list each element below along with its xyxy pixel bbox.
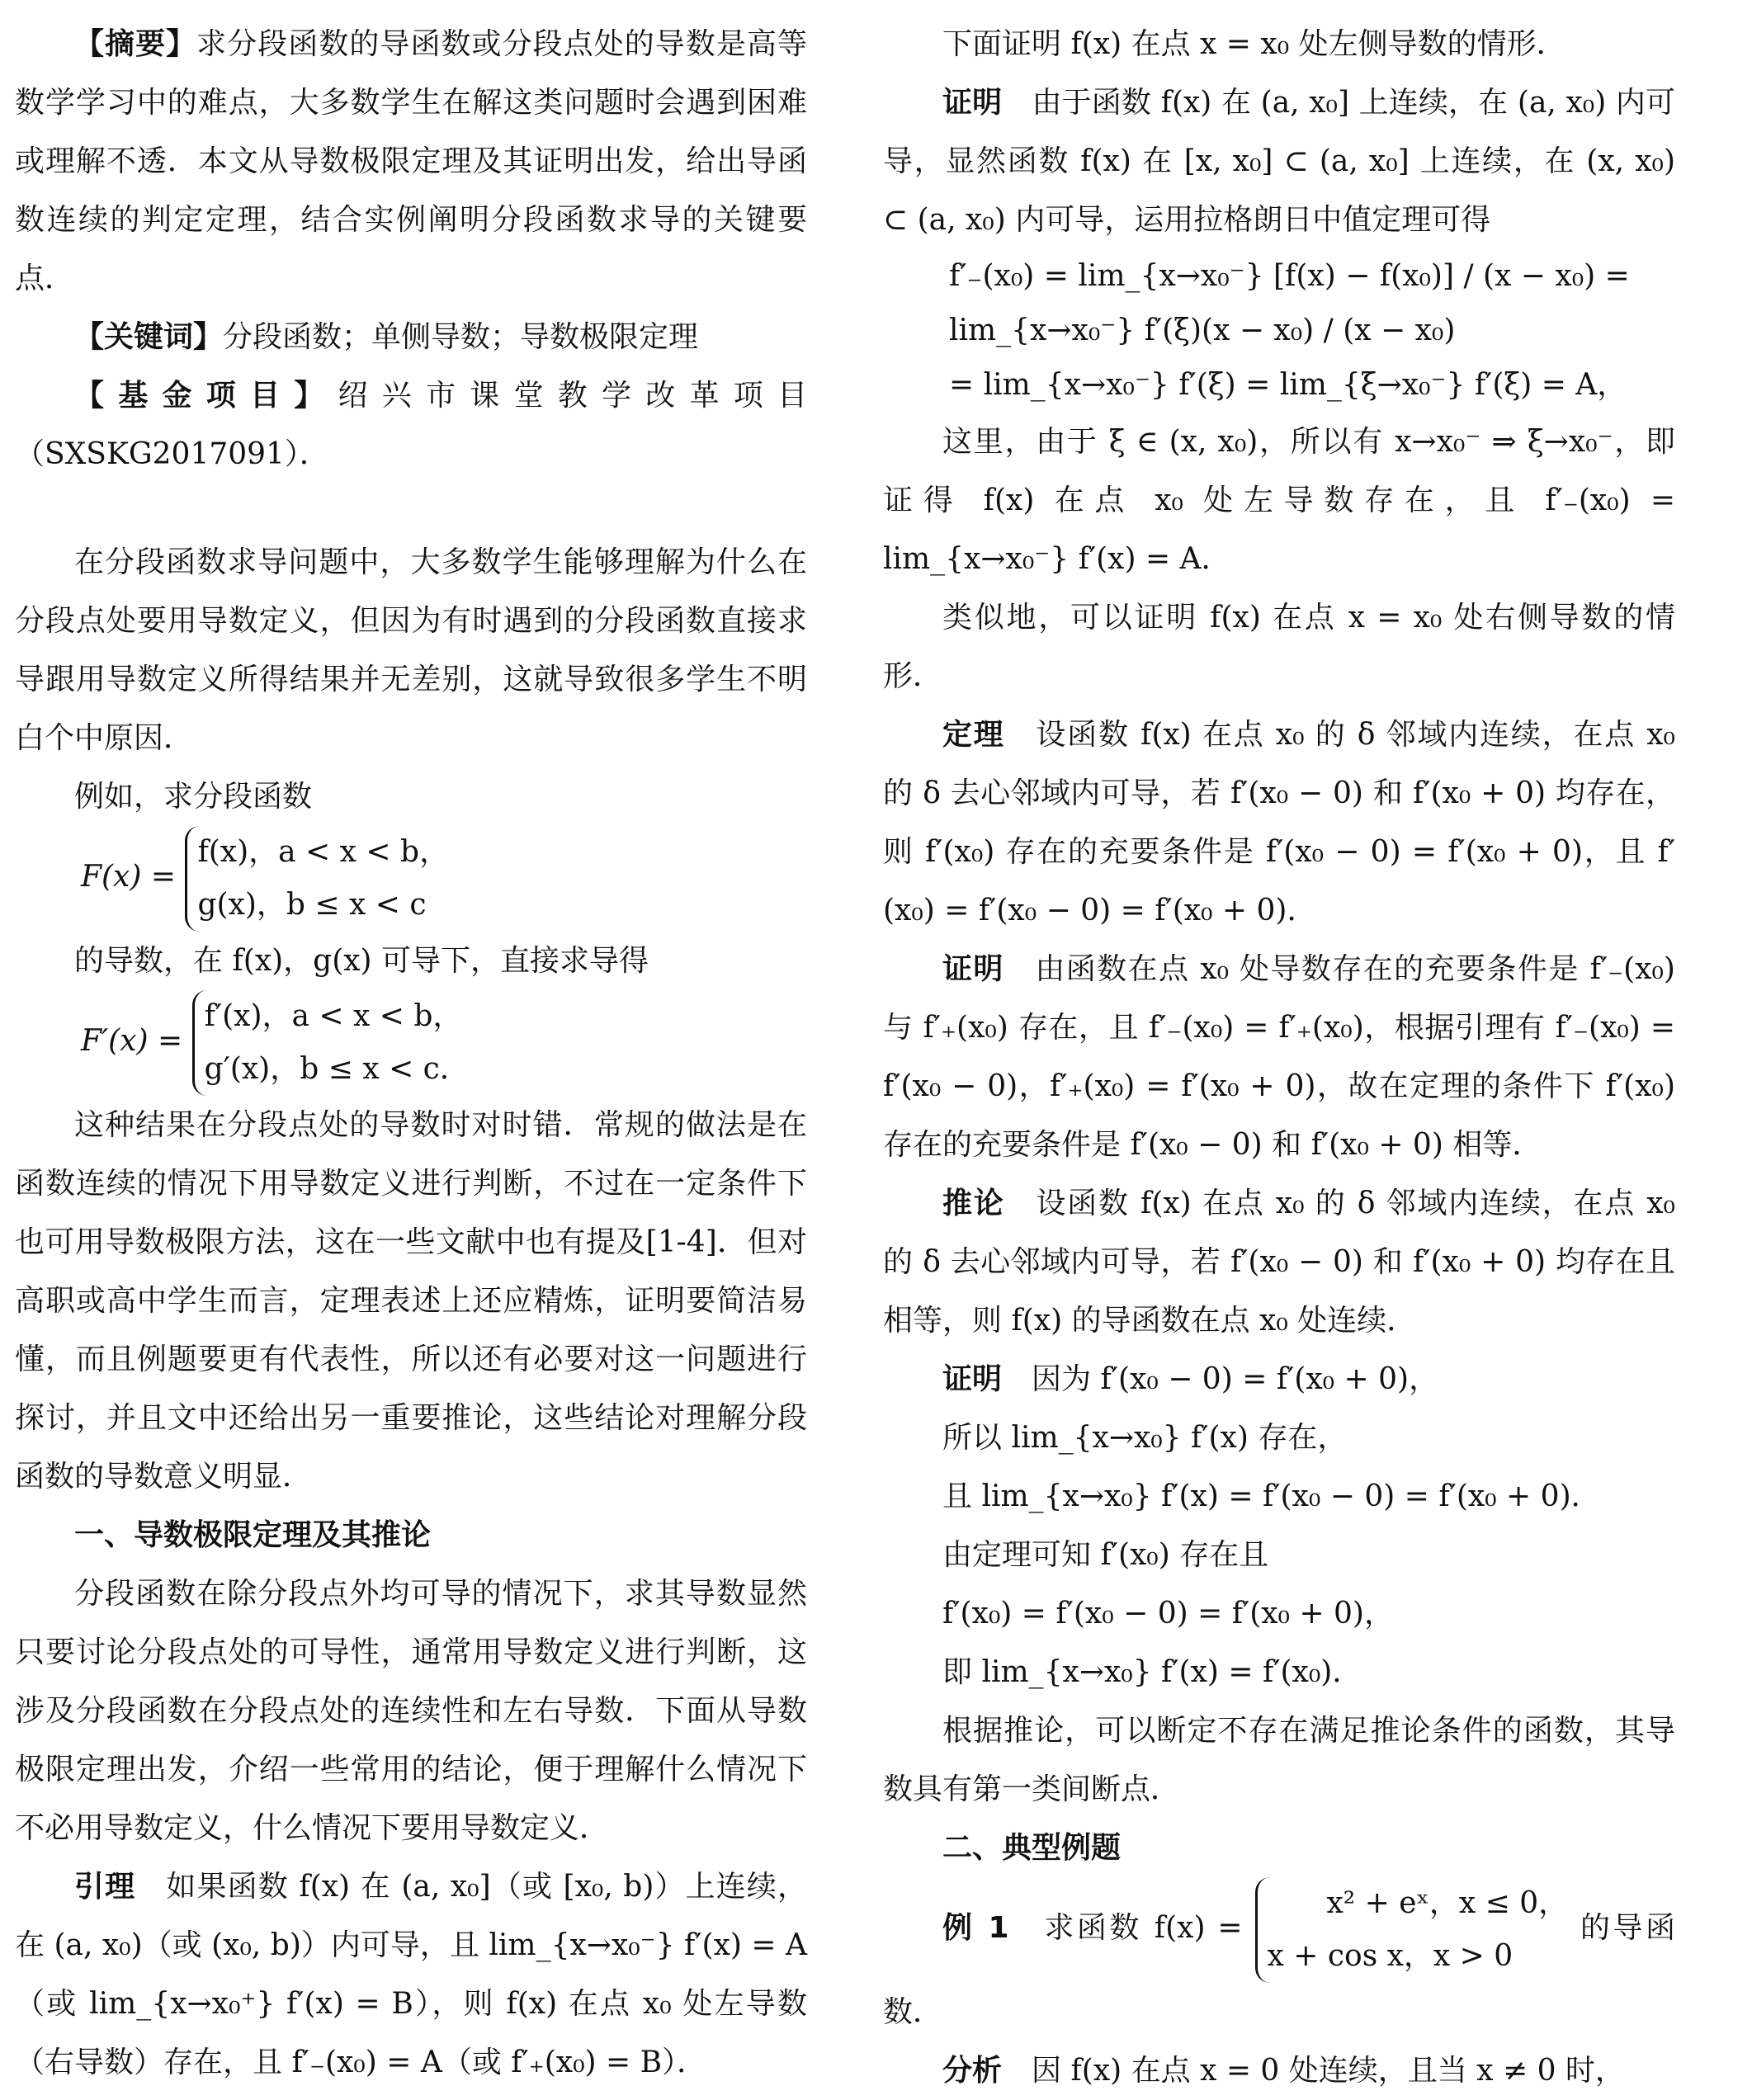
equation-F-lhs: F(x) = (81, 860, 176, 894)
right-column (883, 15, 1675, 2100)
derivative-intro: 的导数，在 f(x)，g(x) 可导下，直接求导得 (74, 944, 649, 978)
abstract (15, 15, 807, 308)
proof3-label: 证明 (942, 1362, 1003, 1396)
result-paragraph: 这种结果在分段点处的导数时对时错．常规的做法是在函数连续的情况下用导数定义进行判断，不过在一定条件下也可用导数极限方法，这在一些文献中也有提及[1-4]．但对高职或高中学生而言，定理表述上还应精炼，证明要简洁易懂，而且例题要更有代表性，所以还有必要对这一问题进行探讨，并且文中还给出另一重要推论，这些结论对理解分段函数的导数意义明显． (15, 1108, 807, 1494)
fund-label: 【基金项目】 (74, 379, 338, 413)
proof2 (883, 940, 1675, 1174)
equation-mvt-1: f′₋(x₀) = lim_{x→x₀⁻} [f(x) − f(x₀)] / (x − x₀) = lim_{x→x₀⁻} f′(ξ)(x − x₀) / (x − x₀) (949, 259, 1630, 347)
line-ie: 即 lim_{x→x₀} f′(x) = f′(x₀)． (942, 1655, 1362, 1689)
equation-F (15, 826, 807, 932)
line-equation: f′(x₀) = f′(x₀ − 0) = f′(x₀ + 0)， (942, 1597, 1394, 1630)
theorem-label: 定理 (942, 718, 1005, 752)
example1-label: 例 1 (942, 1911, 1009, 1945)
corollary-text: 设函数 f(x) 在点 x₀ 的 δ 邻域内连续，在点 x₀ 的 δ 去心邻域内可导，若 f′(x₀ − 0) 和 f′(x₀ + 0) 均存在且相等，则 f(x) 的导函数在点 x₀ 处连续． (883, 1187, 1675, 1338)
example1-pre: 求函数 f(x) = (1044, 1911, 1243, 1945)
abstract-label: 【摘要】 (74, 27, 197, 61)
section1-title: 一、导数极限定理及其推论 (74, 1518, 432, 1552)
equation-Fprime-cases (192, 990, 470, 1096)
proof1-text: 由于函数 f(x) 在 (a, x₀] 上连续，在 (a, x₀) 内可导，显然函数 f(x) 在 [x, x₀] ⊂ (a, x₀] 上连续，在 (x, x₀) ⊂ (a, x₀) 内可导，运用拉格朗日中值定理可得 (883, 86, 1675, 237)
conclusion-paragraph: 根据推论，可以断定不存在满足推论条件的函数，其导数具有第一类间断点． (883, 1714, 1675, 1806)
example-intro: 例如，求分段函数 (74, 780, 313, 814)
keywords-text: 分段函数；单侧导数；导数极限定理 (223, 320, 699, 354)
corollary-label: 推论 (942, 1187, 1005, 1220)
proof2-label: 证明 (942, 952, 1004, 986)
theorem (883, 706, 1675, 940)
example1-case1: x² + eˣ，x ≤ 0， (1326, 1886, 1569, 1920)
keywords-label: 【关键词】 (74, 320, 224, 354)
theorem-text: 设函数 f(x) 在点 x₀ 的 δ 邻域内连续，在点 x₀ 的 δ 去心邻域内可导，若 f′(x₀ − 0) 和 f′(x₀ + 0) 均存在，则 f′(x₀) 存在的充要条件是 f′(x₀ − 0) = f′(x₀ + 0)，且 f′(x₀) = f′(x₀ − 0) = f′(x₀ + 0)． (883, 718, 1675, 927)
section1-paragraph: 分段函数在除分段点外均可导的情况下，求其导数显然只要讨论分段点处的可导性，通常用导数定义进行判断，这涉及分段函数在分段点处的连续性和左右导数．下面从导数极限定理出发，介绍一些常用的结论，便于理解什么情况下不必用导数定义，什么情况下要用导数定义． (15, 1577, 807, 1845)
lemma-label: 引理 (74, 1870, 136, 1904)
line-so: 所以 lim_{x→x₀} f′(x) 存在， (942, 1421, 1348, 1455)
equation-F-cases (185, 826, 449, 932)
equation-Fprime-case1: f′(x)，a < x < b， (204, 999, 463, 1033)
equation-Fprime-lhs: F′(x) = (81, 1024, 183, 1058)
line-theorem: 由定理可知 f′(x₀) 存在且 (942, 1538, 1269, 1572)
section2-title: 二、典型例题 (942, 1831, 1122, 1865)
analysis-label: 分析 (942, 2054, 1003, 2088)
equation-mvt-2: = lim_{x→x₀⁻} f′(ξ) = lim_{ξ→x₀⁻} f′(ξ) = A， (949, 368, 1627, 402)
lemma (15, 1857, 807, 2092)
equation-Fprime (15, 990, 807, 1096)
left-column (15, 15, 807, 2092)
proof3-text: 因为 f′(x₀ − 0) = f′(x₀ + 0)， (1032, 1362, 1439, 1396)
analysis-text: 因 f(x) 在点 x = 0 处连续，且当 x ≠ 0 时， (1032, 2054, 1625, 2088)
corollary (883, 1174, 1675, 1350)
lemma-text: 如果函数 f(x) 在 (a, x₀]（或 [x₀, b)）上连续，在 (a, x₀)（或 (x₀, b)）内可导，且 lim_{x→x₀⁻} f′(x) = A（或 lim_{x→x₀⁺} f′(x) = B），则 f(x) 在点 x₀ 处左导数（右导数）存在，且 f′₋(x₀) = A（或 f′₊(x₀) = B）． (15, 1870, 807, 2079)
equation-F-case1: f(x)，a < x < b， (197, 835, 450, 869)
analysis (883, 2041, 1675, 2100)
left-case-intro: 下面证明 f(x) 在点 x = x₀ 处左侧导数的情形． (942, 27, 1566, 61)
intro-paragraph: 在分段函数求导问题中，大多数学生能够理解为什么在分段点处要用导数定义，但因为有时遇到的分段函数直接求导跟用导数定义所得结果并无差别，这就导致很多学生不明白个中原因． (15, 545, 807, 755)
example1 (883, 1877, 1675, 2041)
equation-Fprime-case2: g′(x)，b ≤ x < c． (204, 1052, 470, 1086)
proof2-text: 由函数在点 x₀ 处导数存在的充要条件是 f′₋(x₀) 与 f′₊(x₀) 存在，且 f′₋(x₀) = f′₊(x₀)，根据引理有 f′₋(x₀) = f′(x₀ − 0)，f′₊(x₀) = f′(x₀ + 0)，故在定理的条件下 f′(x₀) 存在的充要条件是 f′(x₀ − 0) 和 f′(x₀ + 0) 相等． (883, 952, 1675, 1162)
example1-cases (1255, 1877, 1569, 1983)
proof1-label: 证明 (942, 86, 1003, 120)
fund-text: 绍兴市课堂教学改革项目（SXSKG2017091）． (15, 379, 807, 471)
keywords (15, 308, 807, 366)
here-paragraph: 这里，由于 ξ ∈ (x, x₀)，所以有 x→x₀⁻ ⇒ ξ→x₀⁻，即证得 f(x) 在点 x₀ 处左导数存在，且 f′₋(x₀) = lim_{x→x₀⁻} f′(x) = A． (883, 425, 1675, 576)
proof1 (883, 73, 1675, 249)
example1-post: 的导函数． (883, 1911, 1675, 2029)
similar-paragraph: 类似地，可以证明 f(x) 在点 x = x₀ 处右侧导数的情形． (883, 601, 1675, 693)
proof3 (883, 1350, 1675, 1409)
fund (15, 366, 807, 484)
abstract-text: 求分段函数的导函数或分段点处的导数是高等数学学习中的难点，大多数学生在解这类问题时会遇到困难或理解不透．本文从导数极限定理及其证明出发，给出导函数连续的判定定理，结合实例阐明分段函数求导的关键要点． (15, 27, 807, 295)
example1-case2: x + cos x，x > 0 (1267, 1939, 1514, 1973)
line-and: 且 lim_{x→x₀} f′(x) = f′(x₀ − 0) = f′(x₀ + 0)． (942, 1479, 1601, 1513)
equation-F-case2: g(x)，b ≤ x < c (197, 888, 427, 922)
